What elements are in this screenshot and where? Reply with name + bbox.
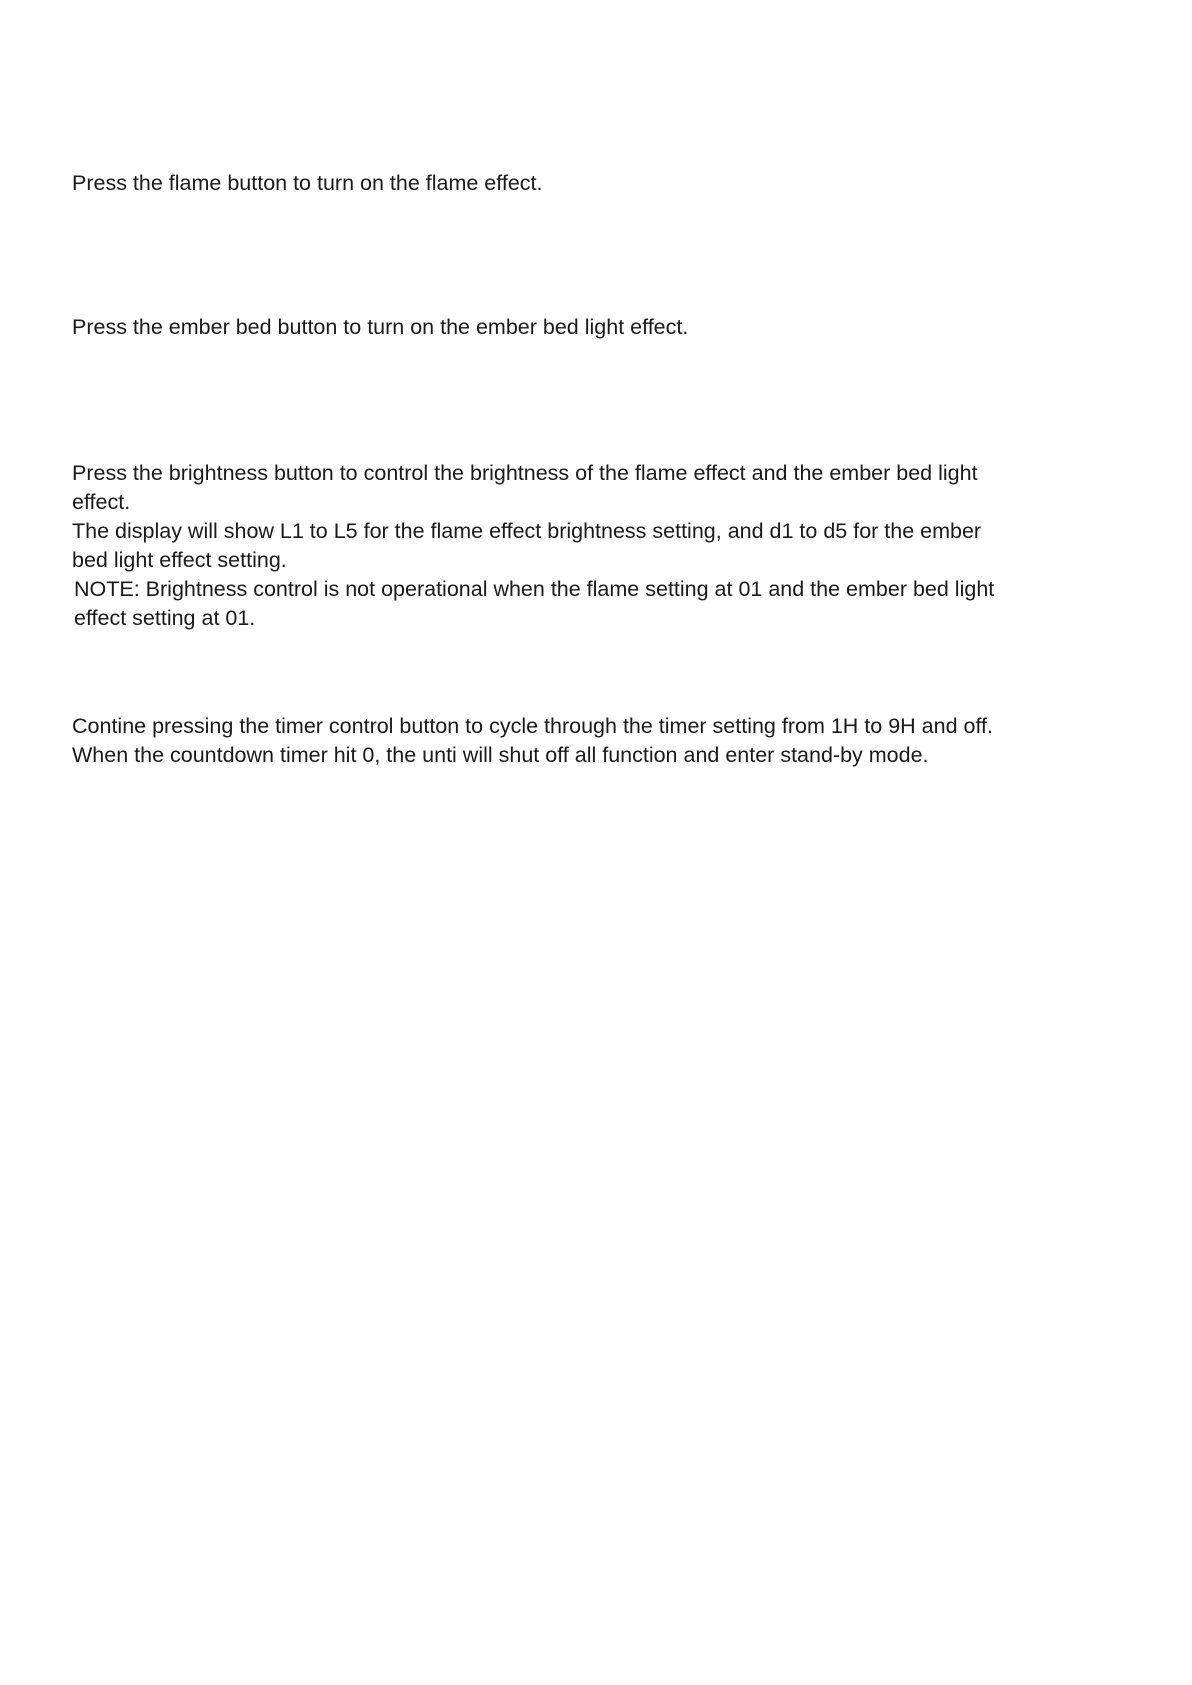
brightness-display-line-2: bed light effect setting. [72, 548, 287, 572]
ember-bed-instruction: Press the ember bed button to turn on the ember bed light effect. [72, 315, 689, 339]
timer-instruction-line-2: When the countdown timer hit 0, the unti will shut off all function and enter stand-by mode. [72, 743, 929, 767]
flame-instruction: Press the flame button to turn on the flame effect. [72, 171, 543, 195]
timer-instruction-line-1: Contine pressing the timer control button to cycle through the timer setting from 1H to 9H and off. [72, 714, 993, 738]
brightness-instruction-line-1: Press the brightness button to control the brightness of the flame effect and the ember bed light [72, 461, 978, 485]
brightness-instruction-line-2: effect. [72, 490, 131, 514]
brightness-display-line-1: The display will show L1 to L5 for the flame effect brightness setting, and d1 to d5 for the ember [72, 519, 982, 543]
brightness-note-line-2: effect setting at 01. [74, 606, 256, 630]
brightness-note-line-1: NOTE: Brightness control is not operational when the flame setting at 01 and the ember bed light [74, 577, 995, 601]
